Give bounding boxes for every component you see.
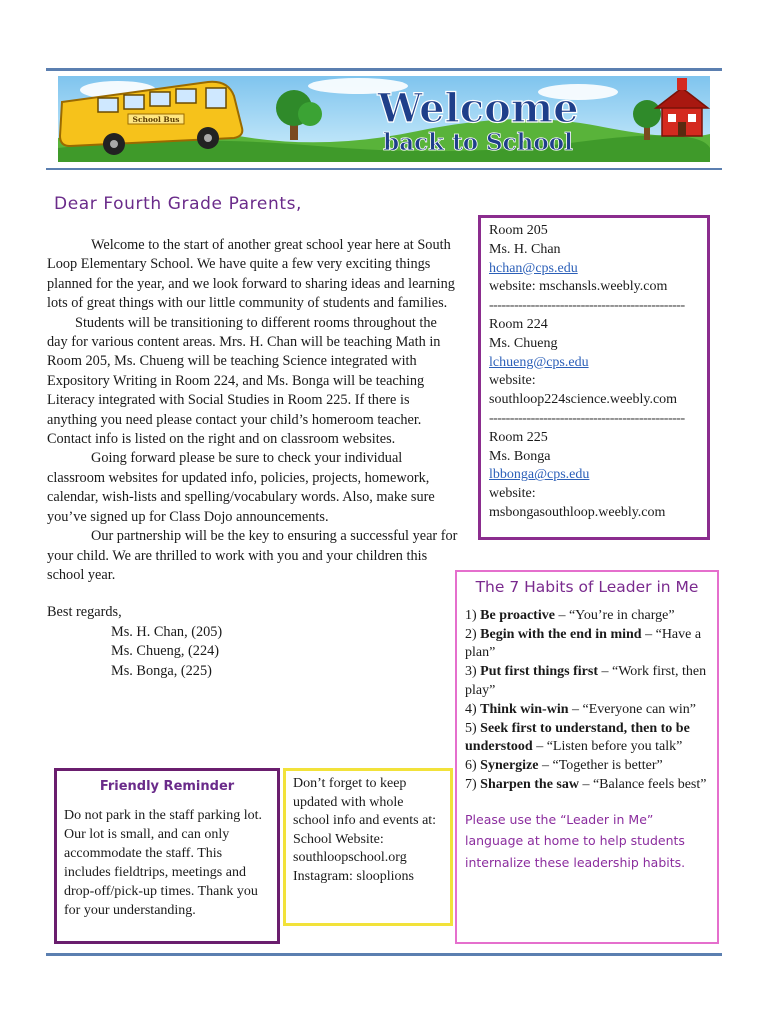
contact-room: Room 224 [489, 316, 548, 332]
habit-item: 6) Synergize – “Together is better” [465, 758, 663, 774]
friendly-reminder-box [54, 768, 280, 944]
reminder-title: Friendly Reminder [99, 779, 235, 794]
top-rule [46, 68, 722, 71]
contact-email-link[interactable]: lbbonga@cps.edu [489, 467, 590, 483]
instagram-handle: Instagram: slooplions [293, 868, 414, 884]
letter-paragraph-4: Our partnership will be the key to ensuring a successful year for your child. We are thrilled to work with you and your children this school year. [47, 528, 458, 583]
contact-website-label: website: [489, 486, 536, 502]
letter-paragraph-1: Welcome to the start of another great school year here at South Loop Elementary School. We have quite a few very exciting things planned for the year, and we look forward to sharing ideas and learning lots of great things with our little community of students and families. [47, 237, 455, 312]
signature-line: Ms. Chueng, (224) [111, 643, 220, 660]
contact-email-link[interactable]: lchueng@cps.edu [489, 354, 589, 370]
svg-text:Welcome: Welcome [377, 85, 579, 132]
habits-box [455, 570, 719, 944]
bottom-rule [46, 953, 722, 956]
svg-text:School Bus: School Bus [132, 115, 180, 124]
welcome-banner [58, 76, 710, 162]
habit-item: 3) Put first things first – “Work first, then play” [465, 664, 707, 698]
letter-body [47, 236, 459, 681]
greeting-heading: Dear Fourth Grade Parents, [54, 194, 303, 214]
habit-item: 2) Begin with the end in mind – “Have a plan” [465, 626, 702, 661]
contact-room: Room 205 [489, 223, 548, 238]
habit-item: 4) Think win-win – “Everyone can win” [465, 701, 696, 717]
svg-text:back to School: back to School [383, 129, 573, 156]
habits-note: Please use the “Leader in Me” language at home to help students internalize these leadership habits. [465, 811, 686, 870]
letter-paragraph-3: Going forward please be sure to check your individual classroom websites for updated info, policies, projects, homework, calendar, wish-lists and spelling/vocabulary words. Also, make sure you’ve signed up for Class Dojo announcements. [47, 450, 435, 525]
contact-teacher: Ms. Bonga [489, 448, 551, 464]
contact-teacher: Ms. Chueng [489, 335, 558, 351]
info-text: Don’t forget to keep updated with whole school info and events at: [293, 776, 437, 829]
habit-item: 1) Be proactive – “You’re in charge” [465, 607, 675, 623]
letter-closing: Best regards, [47, 604, 122, 621]
school-info-box [283, 768, 453, 926]
contact-divider: ----------------------------------------------- [489, 298, 685, 314]
contact-divider: ----------------------------------------------- [489, 410, 685, 426]
contact-email-link[interactable]: hchan@cps.edu [489, 260, 578, 276]
letter-paragraph-2: Students will be transitioning to different rooms throughout the day for various content areas. Mrs. H. Chan will be teaching Math in Room 205, Ms. Chueng will be teaching Science integrated with Expository Writing in Room 224, and Ms. Bonga will be teaching Literacy integrated with Social Studies in Room 225. If there is anything you need please contact your child’s homeroom teacher. Contact info is listed on the right and on classroom websites. [47, 314, 441, 448]
contact-website: website: mschansls.weebly.com [489, 279, 668, 295]
habits-title: The 7 Habits of Leader in Me [475, 578, 699, 596]
habit-item: 5) Seek first to understand, then to be understood – “Listen before you talk” [465, 720, 690, 755]
contact-website: southloop224science.weebly.com [489, 392, 678, 408]
signature-line: Ms. Bonga, (225) [111, 662, 212, 679]
reminder-text: Do not park in the staff parking lot. Our lot is small, and can only accommodate the staff. This includes fieldtrips, meetings and drop-off/pick-up times. Thank you for your understanding. [64, 808, 263, 918]
school-website: southloopschool.org [293, 850, 407, 866]
contact-website: msbongasouthloop.weebly.com [489, 504, 666, 520]
habit-item: 7) Sharpen the saw – “Balance feels best” [465, 776, 707, 792]
contact-room: Room 225 [489, 429, 548, 445]
contact-teacher: Ms. H. Chan [489, 241, 561, 257]
contact-website-label: website: [489, 373, 536, 389]
teacher-contacts-box [478, 215, 710, 540]
school-website-label: School Website: [293, 831, 384, 847]
signature-line: Ms. H. Chan, (205) [111, 623, 223, 640]
banner-bottom-rule [46, 168, 722, 170]
